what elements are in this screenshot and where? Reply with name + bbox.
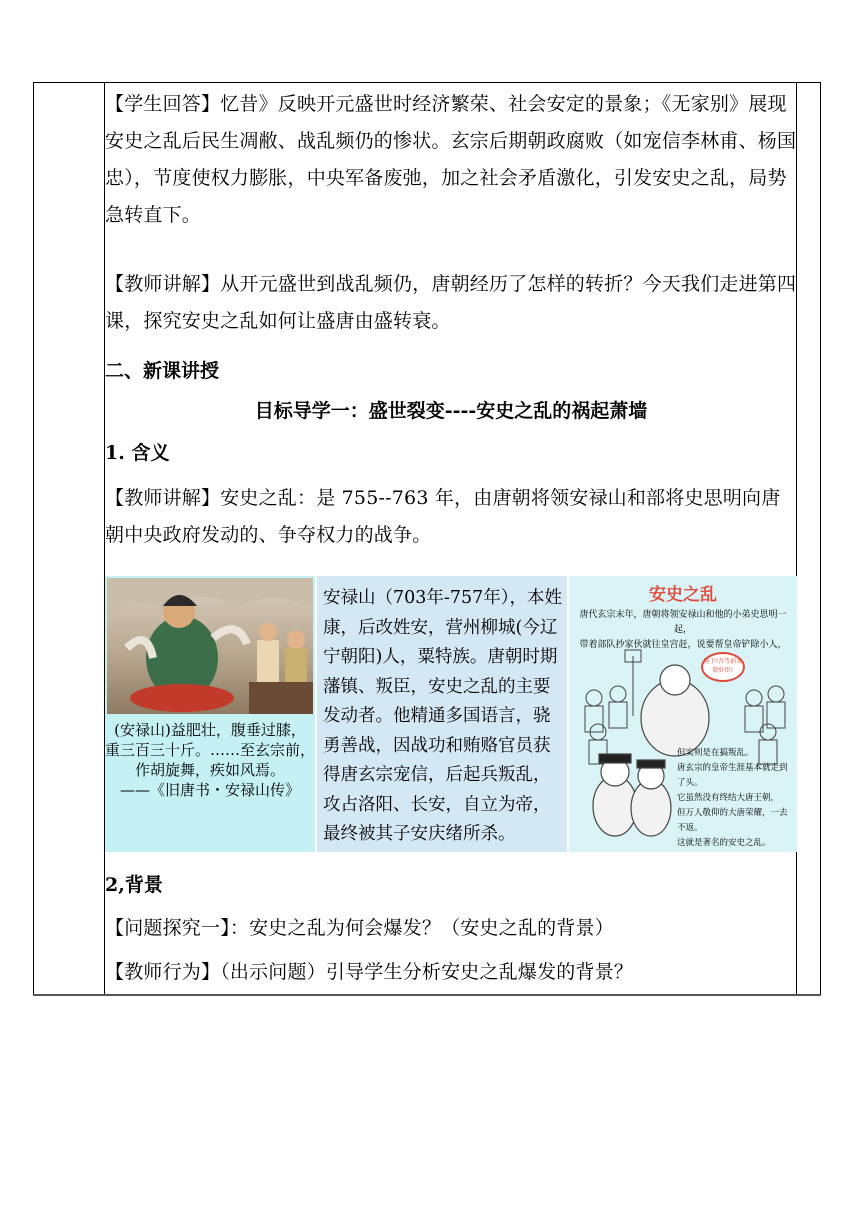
section-heading-new-lesson: 二、新课讲授 (105, 360, 220, 382)
cartoon-ending-text (677, 746, 795, 851)
cartoon-ending-line: 但实则是在搞叛乱。 (677, 748, 754, 758)
teacher-action-paragraph: 【教师行为】（出示问题）引导学生分析安史之乱爆发的背景？ (105, 961, 634, 983)
table-border-right (820, 83, 821, 994)
definition-paragraph: 【教师讲解】安史之乱：是 755--763 年，由唐朝将领安禄山和部将史思明向唐朝中央政府发动的、争夺权力的战争。 (105, 487, 781, 546)
question-paragraph: 【问题探究一】：安史之乱为何会爆发？（安史之乱的背景） (105, 917, 614, 939)
cartoon-panel (569, 576, 797, 852)
cartoon-intro-line: 带着部队抄家伙就往皇宫赶，说要帮皇帝铲除小人， (579, 640, 787, 650)
table-border-left (33, 83, 34, 994)
cartoon-speech-bubble: 陛下!吾等前来除奸臣! (701, 652, 745, 682)
painting-caption-line: (安禄山)益肥壮，腹垂过膝， (114, 721, 306, 739)
cartoon-ending-line: 唐玄宗的皇帝生涯基本就走到了头。 (677, 763, 788, 788)
teacher-intro-paragraph: 【教师讲解】从开元盛世到战乱频仍，唐朝经历了怎样的转折？今天我们走进第四课，探究安史之乱如何让盛唐由盛转衰。 (105, 273, 797, 332)
cartoon-title: 安史之乱 (649, 585, 717, 605)
student-answer-paragraph: 【学生回答】忆昔》反映开元盛世时经济繁荣、社会安定的景象；《无家别》展现安史之乱后民生凋敝、战乱频仍的惨状。玄宗后期朝政腐败（如宠信李林甫、杨国忠），节度使权力膨胀，中央军备废弛，加之社会矛盾激化，引发安史之乱，局势急转直下。 (105, 93, 797, 226)
painting-caption (105, 720, 315, 800)
subheading-meaning: 1. 含义 (105, 442, 170, 464)
painting-caption-line: 重三百三十斤。……至玄宗前， (105, 741, 316, 759)
goal-heading: 目标导学一：盛世裂变----安史之乱的祸起萧墙 (254, 400, 648, 422)
painting-caption-line: 作胡旋舞，疾如风焉。 (134, 761, 285, 779)
painting-panel (105, 576, 315, 852)
painting-caption-source: ——《旧唐书・安禄山传》 (119, 781, 300, 799)
subheading-background: 2,背景 (105, 874, 163, 896)
bio-panel (317, 576, 567, 852)
cartoon-ending-line: 它虽然没有终结大唐王朝， (677, 793, 780, 803)
an-lushan-bio-text: 安禄山（703年-757年），本姓康，后改姓安，营州柳城(今辽宁朝阳)人，粟特族。唐朝时期藩镇、叛臣，安史之乱的主要发动者。他精通多国语言，骁勇善战，因战功和贿赂官员获得唐玄宗宠信，后起兵叛乱，攻占洛阳、长安，自立为帝，最终被其子安庆绪所杀。 (323, 588, 562, 844)
cartoon-ending-line: 但万人敬仰的大唐荣耀，一去不返。 (677, 808, 788, 833)
an-lushan-dance-painting (107, 578, 313, 714)
cartoon-intro-line: 唐代玄宗末年，唐朝将领安禄山和他的小弟史思明一起， (579, 610, 787, 635)
illustration-strip (105, 576, 797, 852)
cartoon-ending-line: 这就是著名的安史之乱。 (677, 838, 771, 848)
painting-illustration (107, 578, 313, 714)
